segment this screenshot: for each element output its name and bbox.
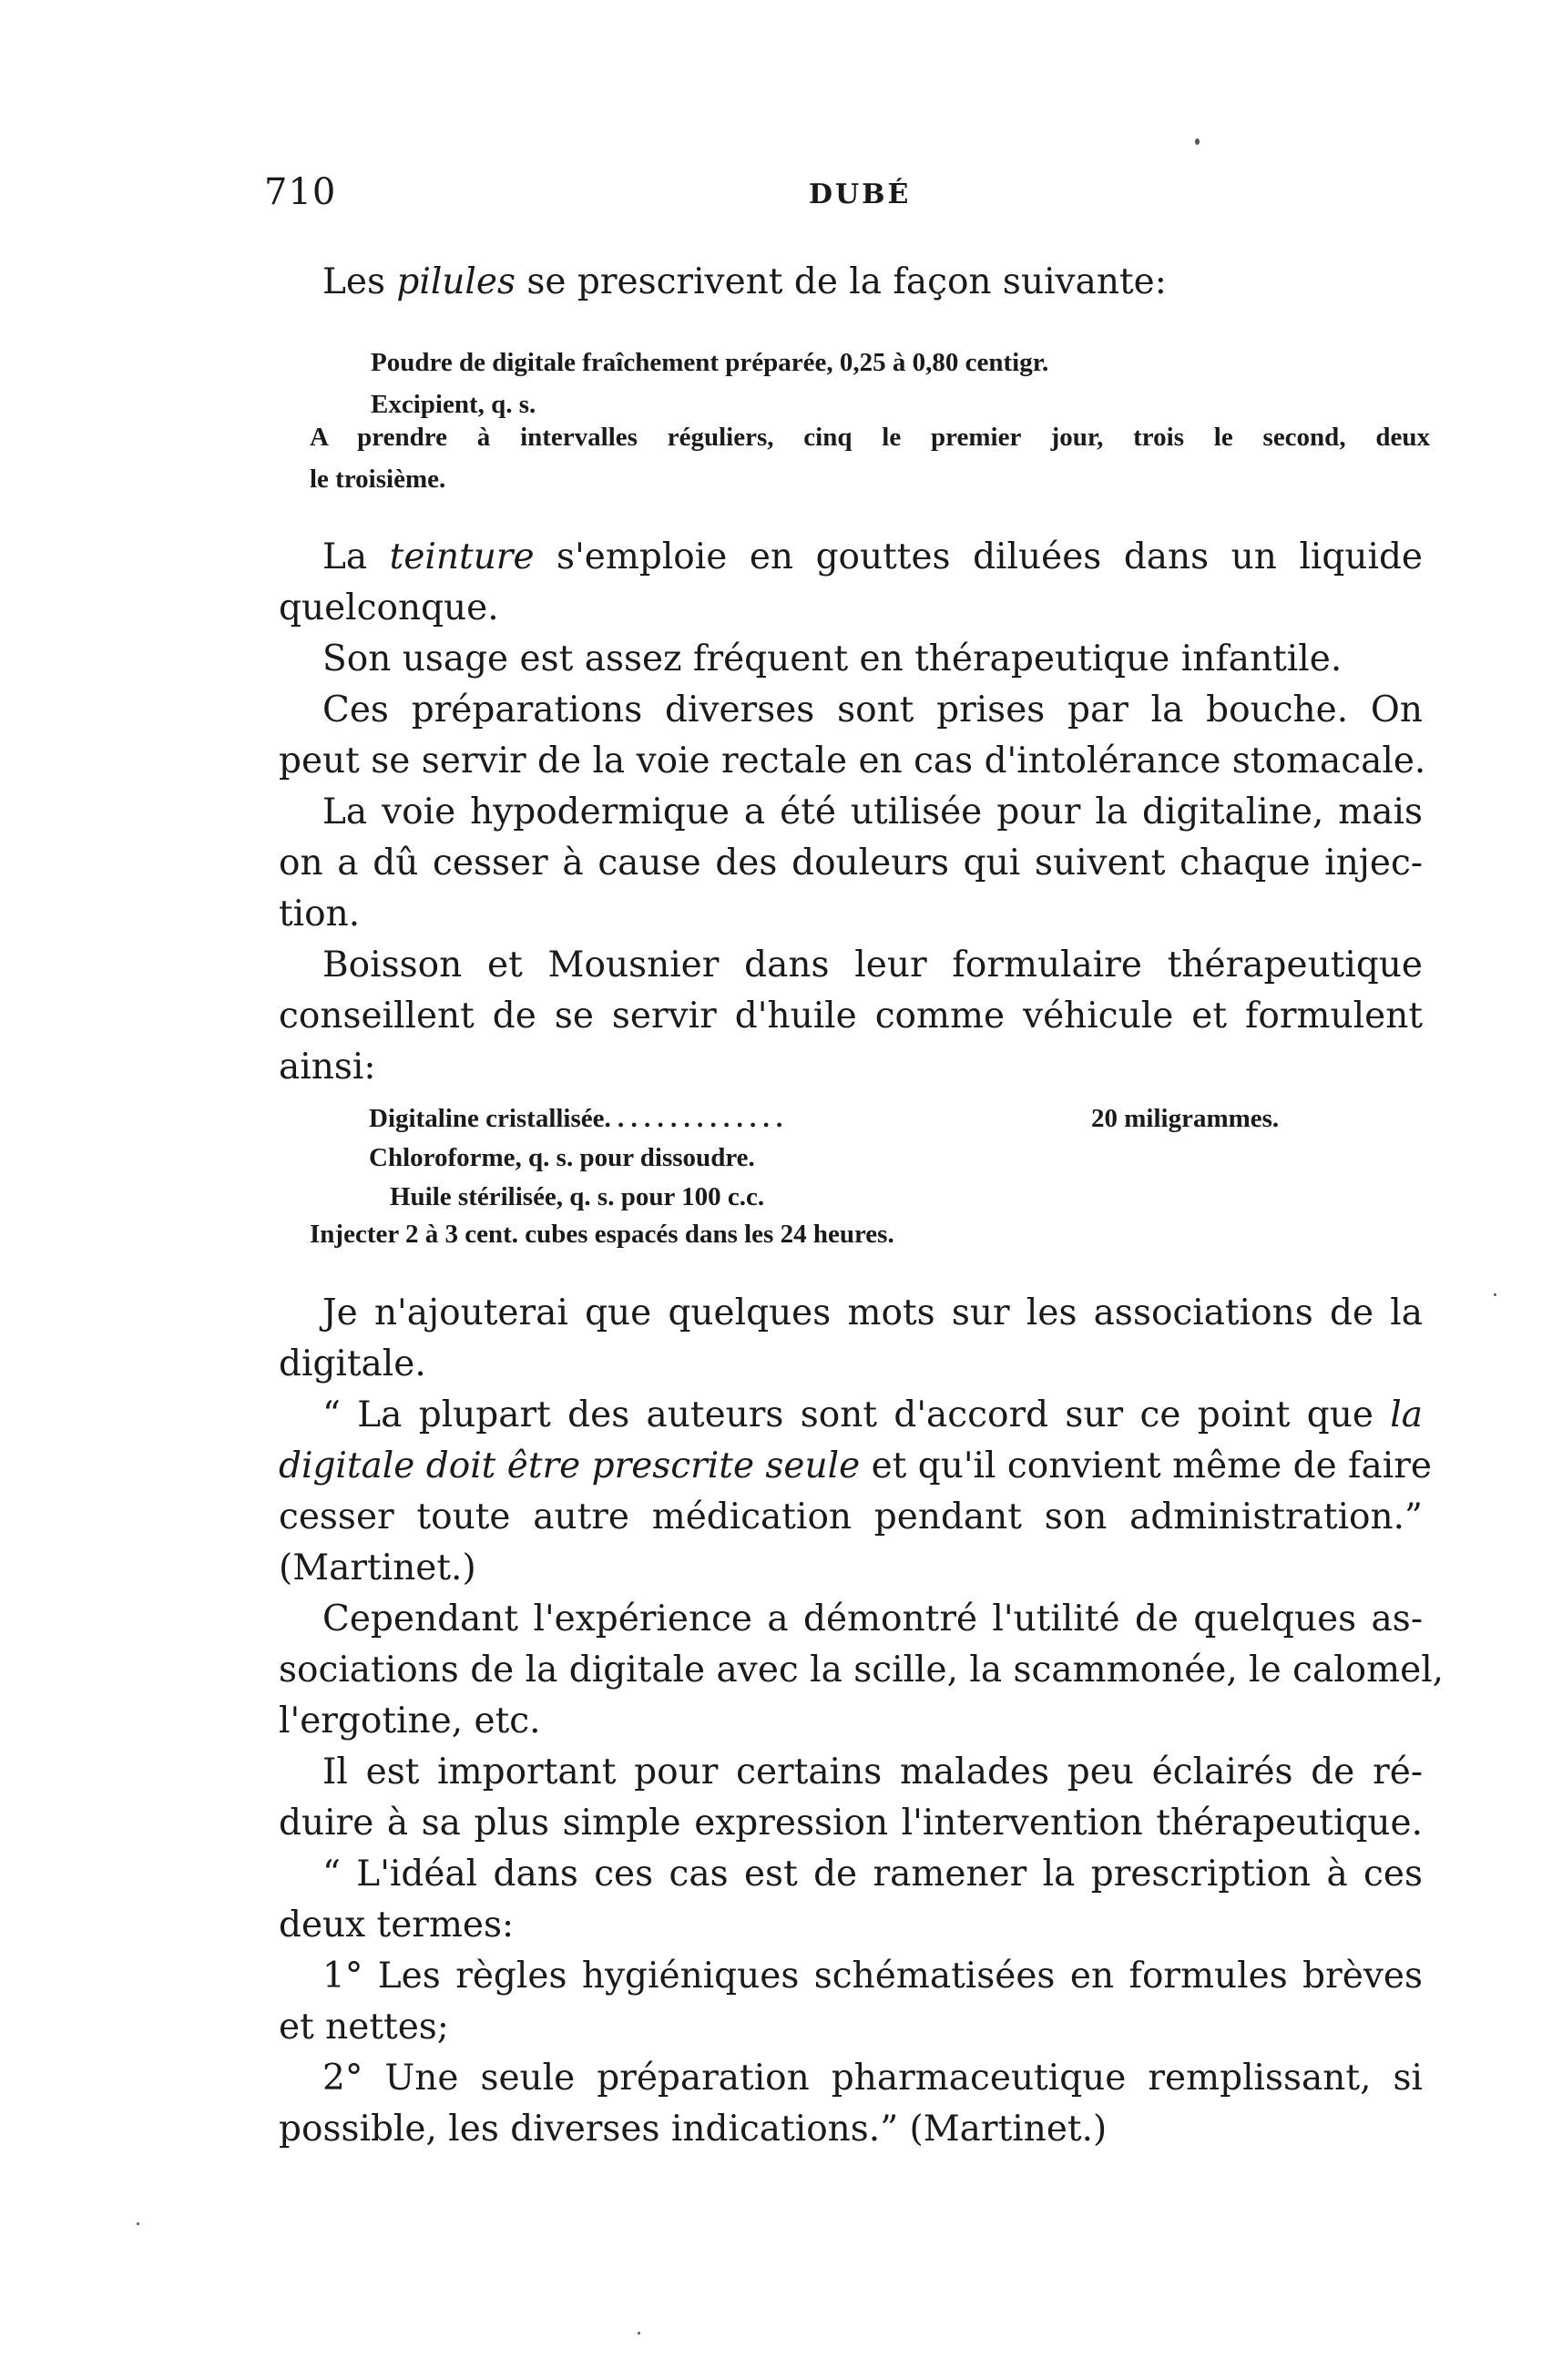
text-line: l'ergotine, etc. — [279, 1701, 541, 1742]
scan-speck — [137, 2222, 139, 2225]
text-line: Son usage est assez fréquent en thérapeutique infantile. — [322, 638, 1343, 679]
tincture-term: teinture — [389, 536, 535, 577]
pills-intro: Les pilules se prescrivent de la façon suivante: — [322, 261, 1167, 302]
text-line: duire à sa plus simple expression l'intervention thérapeutique. — [279, 1803, 1423, 1844]
quote-line: digitale doit être prescrite seule et qu'il convient même de faire — [279, 1445, 1432, 1486]
text-line: peut se servir de la voie rectale en cas d'intolérance stomacale. — [279, 741, 1426, 781]
quote-line: cesser toute autre médication pendant son administration.” — [279, 1496, 1423, 1537]
text-line: Ces préparations diverses sont prises par la bouche. On — [322, 689, 1423, 730]
citation: (Martinet.) — [279, 1548, 476, 1588]
scan-speck — [1195, 138, 1200, 145]
formula-digitaline: Digitaline cristallisée. . . . . . . . . . . . . . — [369, 1104, 783, 1133]
list-item-2: 2° Une seule préparation pharmaceutique remplissant, si — [322, 2058, 1423, 2099]
quote-line: deux termes: — [279, 1905, 515, 1946]
rx-dosage-line-end: le troisième. — [310, 465, 446, 494]
list-item-2-end: possible, les diverses indications.” (Martinet.) — [279, 2109, 1108, 2150]
text-line: sociations de la digitale avec la scille, la scammonée, le calomel, — [279, 1650, 1445, 1691]
emphasis-phrase: digitale doit être prescrite seule — [279, 1445, 861, 1486]
text-line: Je n'ajouterai que quelques mots sur les associations de la — [322, 1292, 1423, 1333]
page-number: 710 — [264, 171, 337, 213]
text-line: Cependant l'expérience a démontré l'utilité de quelques as- — [322, 1599, 1423, 1639]
formula-chloroform: Chloroforme, q. s. pour dissoudre. — [369, 1143, 755, 1172]
text-line: Il est important pour certains malades peu éclairés de ré- — [322, 1752, 1423, 1793]
text-line: conseillent de se servir d'huile comme véhicule et formulent — [279, 996, 1423, 1037]
running-title: DUBÉ — [809, 179, 912, 210]
pills-term: pilules — [396, 261, 516, 302]
rx-excipient-line: Excipient, q. s. — [371, 390, 536, 419]
list-item-1-end: et nettes; — [279, 2007, 449, 2048]
text-line: on a dû cesser à cause des douleurs qui suivent chaque injec- — [279, 843, 1423, 884]
scan-speck — [1494, 1293, 1496, 1296]
formula-digitaline-dose: 20 miligrammes. — [1091, 1104, 1280, 1133]
text-line: ainsi: — [279, 1047, 376, 1088]
text-line: tion. — [279, 894, 361, 935]
formula-oil: Huile stérilisée, q. s. pour 100 c.c. — [390, 1182, 765, 1211]
formula-instruction: Injecter 2 à 3 cent. cubes espacés dans les 24 heures. — [310, 1220, 894, 1249]
text-line: Boisson et Mousnier dans leur formulaire thérapeutique — [322, 945, 1423, 986]
scan-speck — [638, 2332, 640, 2334]
tincture-line: La teinture s'emploie en gouttes diluées dans un liquide — [322, 536, 1423, 577]
rx-dosage-line: A prendre à intervalles réguliers, cinq le premier jour, trois le second, deux — [310, 423, 1430, 452]
quote-line: “ La plupart des auteurs sont d'accord sur ce point que la — [322, 1394, 1423, 1435]
text-line: quelconque. — [279, 587, 499, 628]
rx-powder-line: Poudre de digitale fraîchement préparée, 0,25 à 0,80 centigr. — [371, 348, 1049, 377]
text-line: digitale. — [279, 1343, 426, 1384]
text-line: La voie hypodermique a été utilisée pour la digitaline, mais — [322, 792, 1423, 832]
quote-line: “ L'idéal dans ces cas est de ramener la prescription à ces — [322, 1854, 1423, 1895]
list-item-1: 1° Les règles hygiéniques schématisées en formules brèves — [322, 1956, 1423, 1997]
